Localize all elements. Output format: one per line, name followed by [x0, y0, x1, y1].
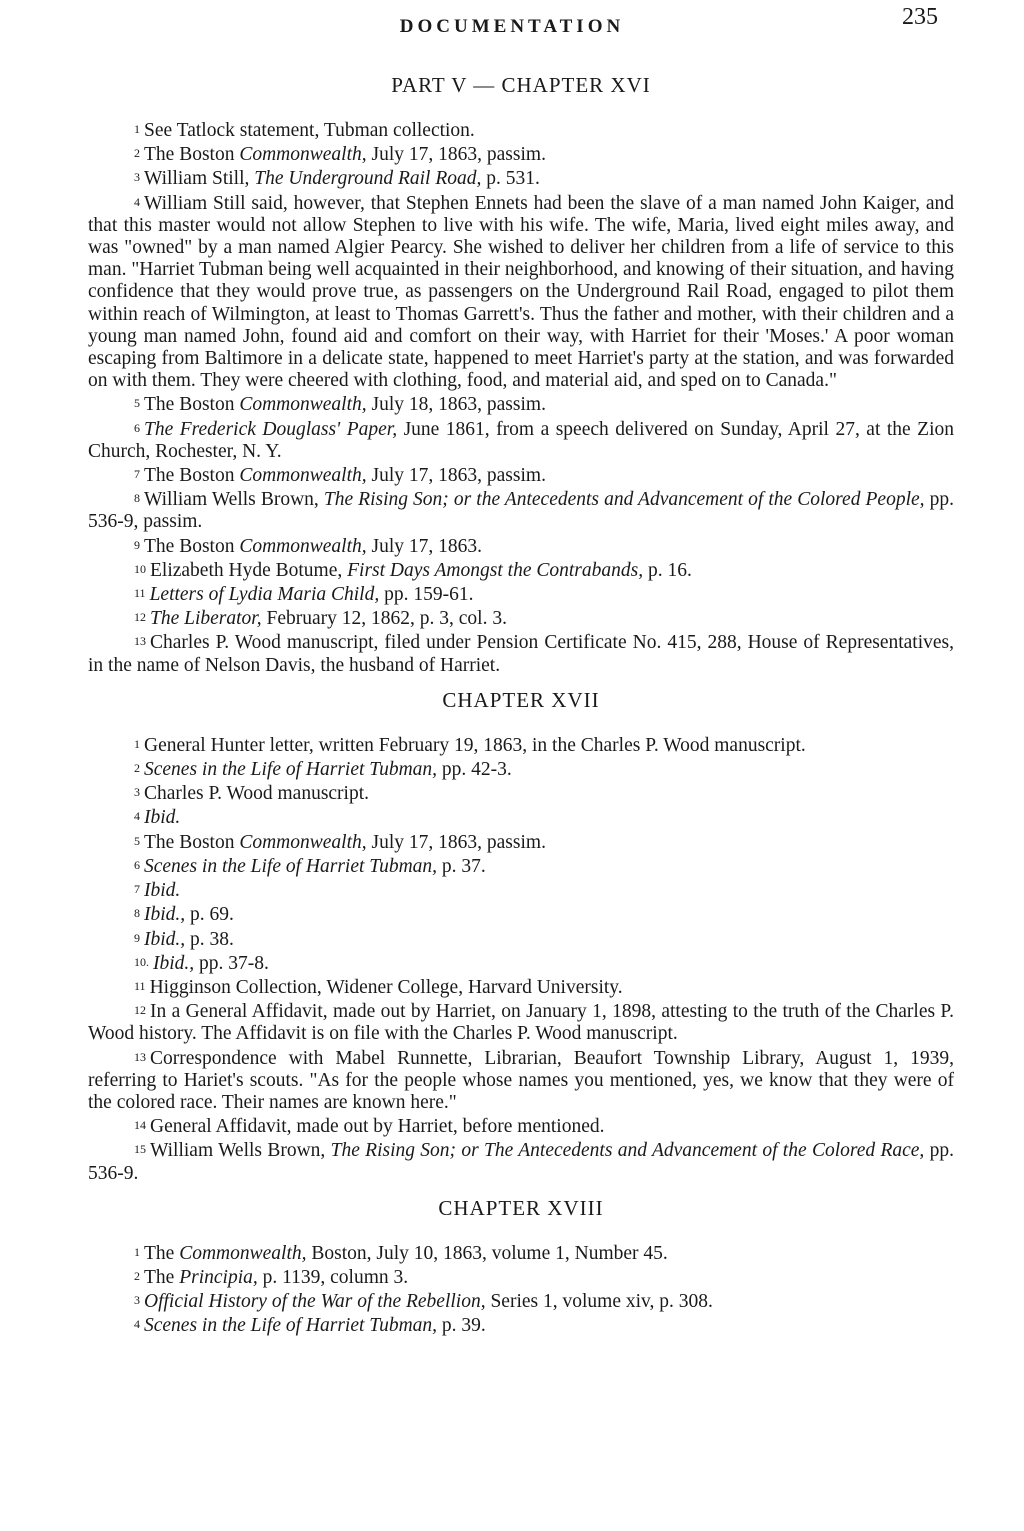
endnote — [88, 1046, 954, 1115]
note-text: William Still said, however, that Stephen Ennets had been the slave of a man named John Kaiger, and that this master would not allow Stephen to live with his wife. The wife, Maria, lived eight miles away, and was "owned" by a man named Algier Pearcy. She wished to deliver her children from a life of service to this man. "Harriet Tubman being well acquainted in their neighborhood, and knowing of their situation, and having confidence that they would prove true, as passengers on the Underground Rail Road, engaged to pilot them within reach of Wilmington, at least to Thomas Garrett's. Thus the father and mother, with their children and a young man named John, found aid and comfort on their way, with Harriet for their 'Moses.' A poor woman escaping from Baltimore in a delicate state, happened to meet Harriet's party at the station, and was forwarded on with them. They were cheered with clothing, food, and material aid, and sped on to Canada." — [88, 192, 954, 392]
note-title-italic: Commonwealth, — [179, 1242, 307, 1264]
note-number: 3 — [134, 1293, 140, 1308]
endnote — [88, 1313, 954, 1337]
note-number: 2 — [134, 761, 140, 776]
endnote — [88, 1241, 954, 1265]
note-title-italic: Principia, — [179, 1266, 258, 1288]
note-text: William Still, — [144, 168, 255, 190]
note-text: p. 37. — [437, 855, 486, 877]
note-title-italic: Ibid., — [153, 952, 195, 974]
note-number: 11 — [134, 586, 146, 601]
endnote — [88, 999, 954, 1045]
note-number: 10 — [134, 561, 146, 576]
note-text: The Boston — [144, 831, 240, 853]
endnote — [88, 781, 954, 805]
endnote — [88, 417, 954, 463]
note-text: Series 1, volume xiv, p. 308. — [485, 1291, 713, 1313]
chapter-heading: CHAPTER XVIII — [438, 1195, 604, 1220]
note-text: p. 531. — [481, 168, 540, 190]
note-number: 8 — [134, 906, 140, 921]
note-title-italic: Ibid. — [144, 807, 181, 829]
note-text: July 17, 1863. — [366, 535, 483, 557]
note-text: pp. 159-61. — [379, 584, 474, 606]
note-title-italic: Commonwealth, — [239, 465, 367, 487]
note-text: pp. 37-8. — [194, 952, 269, 974]
note-text: p. 16. — [643, 559, 692, 581]
note-number: 7 — [134, 467, 140, 482]
endnote — [88, 1114, 954, 1138]
note-number: 10. — [134, 954, 149, 969]
note-number: 5 — [134, 396, 140, 411]
endnote — [88, 191, 954, 393]
note-number: 15 — [134, 1142, 146, 1157]
endnote — [88, 606, 954, 630]
note-number: 1 — [134, 122, 140, 136]
endnote — [88, 805, 954, 829]
note-text: June 1861, from a speech delivered on Sunday, April 27, at the Zion Church, Rochester, N. Y. — [88, 418, 954, 462]
note-text: February 12, 1862, p. 3, col. 3. — [261, 608, 507, 630]
endnote — [88, 854, 954, 878]
note-title-italic: Scenes in the Life of Harriet Tubman, — [144, 759, 438, 781]
endnote — [88, 630, 954, 676]
note-title-italic: The Underground Rail Road, — [254, 168, 482, 190]
note-number: 13 — [134, 1049, 146, 1064]
note-number: 4 — [134, 1317, 140, 1332]
note-text: p. 39. — [437, 1315, 486, 1337]
note-title-italic: Commonwealth, — [239, 144, 367, 166]
note-text: In a General Affidavit, made out by Harriet, on January 1, 1898, attesting to the truth of the Charles P. Wood history. The Affidavit is on file with the Charles P. Wood manuscript. — [88, 1001, 954, 1045]
note-text: July 18, 1863, passim. — [366, 394, 546, 416]
note-number: 4 — [134, 809, 140, 824]
endnote — [88, 1138, 954, 1184]
note-title-italic: Ibid. — [144, 880, 181, 902]
note-text: William Wells Brown, — [144, 489, 324, 511]
note-text: General Hunter letter, written February 19, 1863, in the Charles P. Wood manuscript. — [144, 734, 806, 756]
note-number: 13 — [134, 634, 146, 649]
note-number: 7 — [134, 882, 140, 897]
note-text: p. 38. — [185, 928, 234, 950]
chapter-heading: PART V — CHAPTER XVI — [391, 73, 651, 97]
note-text: The — [144, 1242, 180, 1264]
note-number: 1 — [134, 736, 140, 751]
note-text: July 17, 1863, passim. — [366, 465, 546, 487]
endnote — [88, 118, 954, 142]
note-text: The Boston — [144, 465, 240, 487]
endnote — [88, 534, 954, 558]
note-number: 8 — [134, 491, 140, 506]
note-title-italic: Letters of Lydia Maria Child, — [149, 584, 380, 606]
note-number: 2 — [134, 146, 140, 161]
note-number: 3 — [134, 785, 140, 800]
endnote — [88, 1289, 954, 1313]
note-title-italic: The Liberator, — [150, 608, 262, 630]
note-title-italic: Official History of the War of the Rebellion, — [144, 1291, 486, 1313]
note-number: 14 — [134, 1118, 146, 1133]
note-title-italic: The Rising Son; or The Antecedents and Advancement of the Colored Race, — [330, 1140, 925, 1162]
note-text: Charles P. Wood manuscript. — [144, 783, 370, 805]
note-text: The Boston — [144, 535, 240, 557]
page-number: 235 — [902, 4, 938, 30]
note-text: Correspondence with Mabel Runnette, Librarian, Beaufort Township Library, August 1, 1939, referring to Hariet's scouts. "As for the people whose names you mentioned, yes, we know that they were of the colored race. Their names are known here." — [88, 1047, 954, 1113]
note-title-italic: Scenes in the Life of Harriet Tubman, — [144, 1315, 438, 1337]
endnote — [88, 927, 954, 951]
note-text: William Wells Brown, — [150, 1140, 331, 1162]
note-text: July 17, 1863, passim. — [366, 144, 546, 166]
endnote — [88, 1265, 954, 1289]
note-text: General Affidavit, made out by Harriet, before mentioned. — [150, 1116, 605, 1138]
note-number: 4 — [134, 194, 140, 209]
note-text: Elizabeth Hyde Botume, — [150, 559, 348, 581]
note-title-italic: Scenes in the Life of Harriet Tubman, — [144, 855, 438, 877]
endnote — [88, 830, 954, 854]
running-title: DOCUMENTATION — [399, 16, 625, 37]
note-title-italic: The Rising Son; or the Antecedents and Advancement of the Colored People, — [323, 489, 925, 511]
note-number: 1 — [134, 1244, 140, 1259]
endnote — [88, 878, 954, 902]
endnote — [88, 558, 954, 582]
note-title-italic: Ibid., — [144, 928, 186, 950]
note-number: 3 — [134, 170, 140, 185]
endnote — [88, 757, 954, 781]
note-title-italic: Ibid., — [144, 904, 186, 926]
chapter-heading: CHAPTER XVII — [442, 687, 600, 712]
note-title-italic: Commonwealth, — [239, 831, 367, 853]
note-title-italic: The Frederick Douglass' Paper, — [144, 418, 398, 440]
endnote — [88, 902, 954, 926]
note-text: pp. 536-9, passim. — [88, 489, 954, 533]
endnote — [88, 166, 954, 190]
endnote — [88, 951, 954, 975]
note-number: 11 — [134, 978, 146, 993]
endnote — [88, 463, 954, 487]
note-number: 2 — [134, 1268, 140, 1283]
note-number: 6 — [134, 857, 140, 872]
note-title-italic: Commonwealth, — [239, 394, 367, 416]
endnote — [88, 975, 954, 999]
note-text: Boston, July 10, 1863, volume 1, Number 45. — [306, 1242, 668, 1264]
note-number: 12 — [134, 610, 146, 625]
note-text: pp. 536-9. — [88, 1140, 954, 1184]
note-text: Charles P. Wood manuscript, filed under Pension Certificate No. 415, 288, House of Representatives, in the name of Nelson Davis, the husband of Harriet. — [88, 632, 954, 676]
endnote — [88, 142, 954, 166]
note-text: p. 69. — [185, 904, 234, 926]
note-text: pp. 42-3. — [437, 759, 512, 781]
note-number: 9 — [134, 537, 140, 552]
note-number: 6 — [134, 420, 140, 435]
endnote — [88, 733, 954, 757]
note-number: 9 — [134, 930, 140, 945]
endnote — [88, 487, 954, 533]
note-text: The — [144, 1266, 180, 1288]
note-text: See Tatlock statement, Tubman collection. — [144, 120, 475, 141]
endnote — [88, 392, 954, 416]
note-text: July 17, 1863, passim. — [366, 831, 546, 853]
note-title-italic: First Days Amongst the Contrabands, — [347, 559, 644, 581]
note-number: 12 — [134, 1003, 146, 1018]
note-text: The Boston — [144, 394, 240, 416]
note-text: p. 1139, column 3. — [257, 1266, 409, 1288]
note-number: 5 — [134, 833, 140, 848]
endnote — [88, 582, 954, 606]
note-title-italic: Commonwealth, — [239, 535, 367, 557]
note-text: The Boston — [144, 144, 240, 166]
note-text: Higginson Collection, Widener College, Harvard University. — [149, 976, 623, 998]
endnotes-content — [88, 72, 954, 1338]
